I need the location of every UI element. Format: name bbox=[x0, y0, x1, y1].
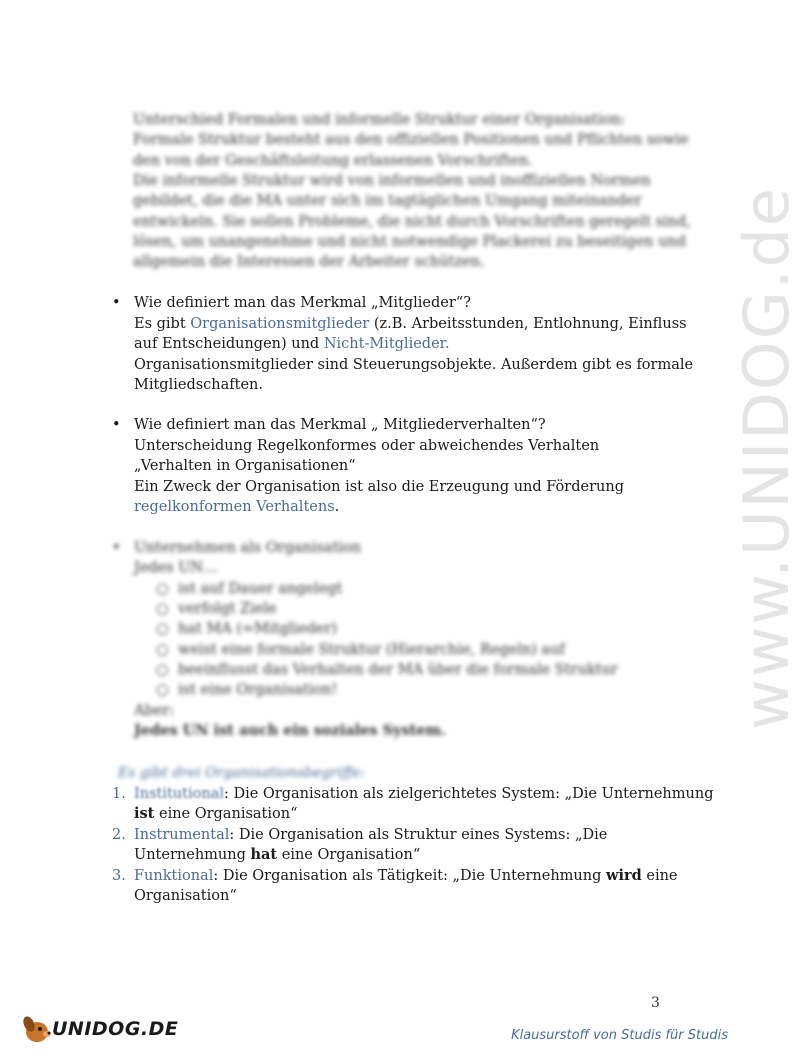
circle-bullet: ○ bbox=[156, 581, 169, 597]
circle-bullet: ○ bbox=[156, 662, 169, 678]
blurred-line: Formale Struktur besteht aus den offiziellen Positionen und Pflichten sowie bbox=[133, 132, 689, 148]
list-item-line bbox=[134, 804, 298, 825]
list-item-text: eine Organisation“ bbox=[277, 847, 421, 863]
page-number: 3 bbox=[651, 995, 660, 1011]
answer-line: Ein Zweck der Organisation ist also die Erzeugung und Förderung bbox=[134, 479, 624, 495]
emphasis: hat bbox=[250, 846, 278, 863]
dog-icon bbox=[20, 1012, 54, 1046]
emphasis: wird bbox=[605, 867, 642, 884]
answer-text: auf Entscheidungen) und bbox=[134, 336, 324, 352]
list-item-text: : Die Organisation als Tätigkeit: „Die Unternehmung bbox=[213, 868, 606, 884]
circle-bullet: ○ bbox=[156, 621, 169, 637]
list-number: 3. bbox=[112, 868, 126, 884]
answer-line: Mitgliedschaften. bbox=[134, 377, 263, 393]
answer-text: Es gibt bbox=[134, 316, 191, 332]
list-item-line bbox=[134, 866, 678, 887]
term-link[interactable]: regelkonformen Verhaltens bbox=[134, 499, 335, 515]
blurred-subitem: ist auf Dauer angelegt bbox=[178, 581, 343, 597]
watermark-text: www.UNIDOG.de bbox=[730, 186, 803, 730]
list-number: 2. bbox=[112, 827, 126, 843]
term-link[interactable]: Organisationsmitglieder bbox=[190, 316, 370, 332]
answer-line bbox=[134, 497, 339, 518]
unidog-logo[interactable] bbox=[20, 1012, 179, 1048]
blurred-subitem: hat MA (=Mitglieder) bbox=[178, 621, 338, 637]
blurred-subitem: weist eine formale Struktur (Hierarchie, Regeln) auf bbox=[178, 642, 565, 658]
circle-bullet: ○ bbox=[156, 642, 169, 658]
answer-line bbox=[134, 334, 450, 355]
term-link[interactable]: Nicht-Mitglieder. bbox=[323, 336, 450, 352]
emphasis: ist bbox=[134, 805, 155, 822]
list-item-line: Organisation“ bbox=[134, 888, 237, 904]
blurred-heading: • Unternehmen als Organisation bbox=[134, 538, 361, 559]
answer-line: „Verhalten in Organisationen“ bbox=[134, 458, 356, 474]
blurred-line: Jedes UN ist auch ein soziales System. bbox=[134, 722, 446, 739]
blurred-line: lösen, um unangenehme und nicht notwendige Plackerei zu beseitigen und bbox=[133, 234, 687, 250]
concepts-heading: Es gibt drei Organisationsbegriffe: bbox=[118, 765, 365, 781]
list-item-line bbox=[134, 825, 607, 846]
footer-tagline: Klausurstoff von Studis für Studis bbox=[511, 1028, 728, 1043]
circle-bullet: ○ bbox=[156, 682, 169, 698]
list-item-line bbox=[134, 784, 713, 805]
answer-text: . bbox=[334, 499, 340, 515]
answer-line: Organisationsmitglieder sind Steuerungsobjekte. Außerdem gibt es formale bbox=[134, 357, 694, 373]
list-number: 1. bbox=[112, 786, 126, 802]
question-heading: • Wie definiert man das Merkmal „ Mitgliederverhalten“? bbox=[134, 415, 546, 436]
blurred-line: allgemein die Interessen der Arbeiter schützen. bbox=[133, 254, 485, 270]
blurred-subitem: ist eine Organisation! bbox=[178, 682, 338, 698]
blurred-line: Jedes UN… bbox=[134, 560, 218, 576]
blurred-subitem: verfolgt Ziele bbox=[178, 601, 277, 617]
watermark-area bbox=[660, 186, 803, 740]
list-item-line bbox=[134, 845, 420, 866]
blurred-line: entwickeln. Sie sollen Probleme, die nicht durch Vorschriften geregelt sind, bbox=[133, 214, 691, 230]
question-heading: • Wie definiert man das Merkmal „Mitglieder“? bbox=[134, 293, 471, 314]
answer-line: Unterscheidung Regelkonformes oder abweichendes Verhalten bbox=[134, 438, 600, 454]
blurred-line: Aber: bbox=[134, 703, 175, 719]
blurred-line: den von der Geschäftsleitung erlassenen Vorschriften. bbox=[133, 153, 533, 169]
term-link[interactable]: Institutional bbox=[134, 786, 224, 802]
blurred-line: Unterschied Formalen und informelle Struktur einer Organisation: bbox=[133, 112, 626, 128]
blurred-subitem: beeinflusst das Verhalten der MA über die formale Struktur bbox=[178, 662, 618, 678]
blurred-line: gebildet, die die MA unter sich im tagtäglichen Umgang miteinander bbox=[133, 193, 642, 209]
logo-text: UNIDOG.DE bbox=[52, 1018, 179, 1040]
blurred-line: Die informelle Struktur wird von informellen und inoffiziellen Normen bbox=[133, 173, 651, 189]
answer-text: (z.B. Arbeitsstunden, Entlohnung, Einfluss bbox=[369, 316, 687, 332]
term-link[interactable]: Instrumental bbox=[134, 827, 230, 843]
circle-bullet: ○ bbox=[156, 601, 169, 617]
answer-line bbox=[134, 314, 687, 335]
term-link[interactable]: Funktional bbox=[134, 868, 214, 884]
list-item-text: eine bbox=[641, 868, 678, 884]
list-item-text: Unternehmung bbox=[134, 847, 251, 863]
list-item-text: : Die Organisation als zielgerichtetes System: „Die Unternehmung bbox=[223, 786, 714, 802]
list-item-text: : Die Organisation als Struktur eines Systems: „Die bbox=[229, 827, 608, 843]
list-item-text: eine Organisation“ bbox=[154, 806, 298, 822]
